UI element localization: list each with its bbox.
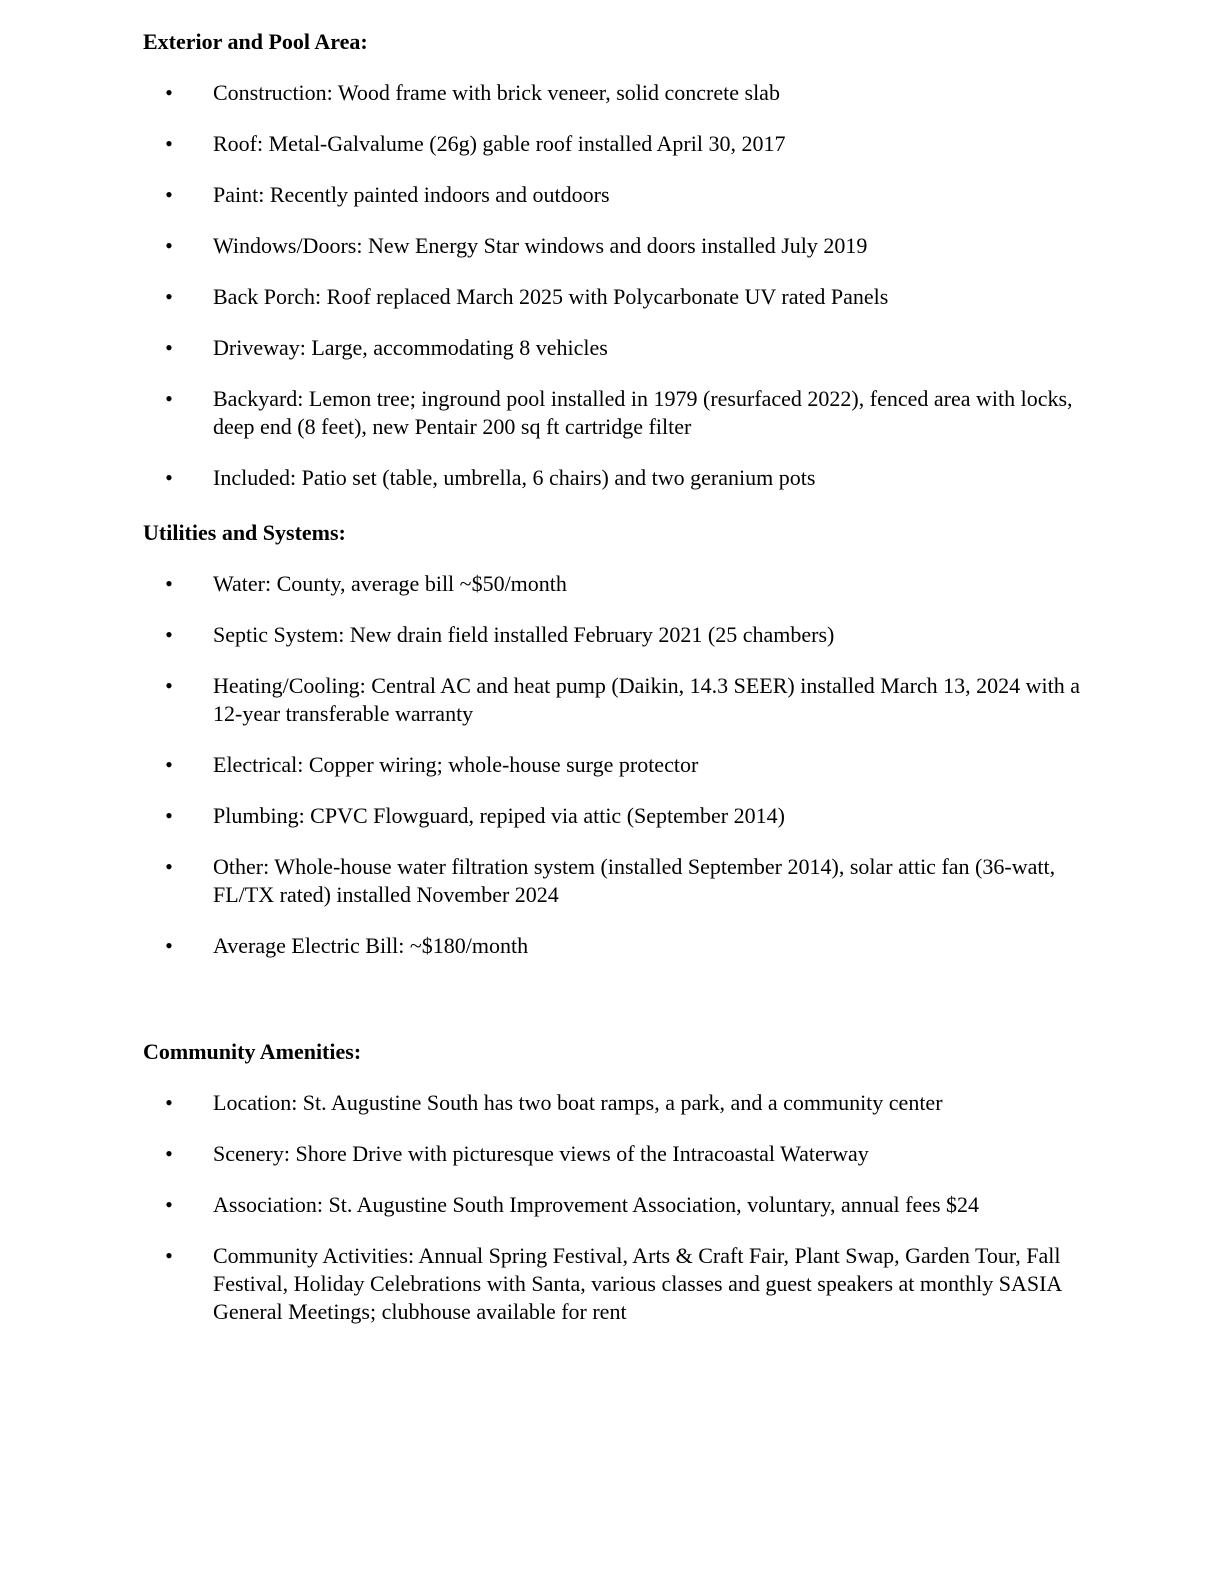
bullet-icon: • [165,182,173,207]
list-item: • Location: St. Augustine South has two boat ramps, a park, and a community center [143,1089,1083,1117]
list-item: • Heating/Cooling: Central AC and heat pump (Daikin, 14.3 SEER) installed March 13, 2024 with a 12-year transferable warranty [143,672,1083,728]
bullet-icon: • [165,752,173,777]
list-item: • Backyard: Lemon tree; inground pool installed in 1979 (resurfaced 2022), fenced area with locks, deep end (8 feet), new Pentair 200 sq ft cartridge filter [143,385,1083,441]
list-item: • Other: Whole-house water filtration system (installed September 2014), solar attic fan (36-watt, FL/TX rated) installed November 2024 [143,853,1083,909]
community-list [143,1089,1083,1349]
utilities-list [143,570,1083,983]
bullet-icon: • [165,131,173,156]
list-item: • Plumbing: CPVC Flowguard, repiped via attic (September 2014) [143,802,1083,830]
list-item: • Included: Patio set (table, umbrella, 6 chairs) and two geranium pots [143,464,1083,492]
list-item: • Electrical: Copper wiring; whole-house surge protector [143,751,1083,779]
bullet-icon: • [165,1192,173,1217]
bullet-icon: • [165,1090,173,1115]
bullet-icon: • [165,803,173,828]
bullet-icon: • [165,673,173,698]
bullet-icon: • [165,933,173,958]
bullet-icon: • [165,854,173,879]
list-item: • Back Porch: Roof replaced March 2025 with Polycarbonate UV rated Panels [143,283,1083,311]
list-item: • Driveway: Large, accommodating 8 vehicles [143,334,1083,362]
list-item: • Average Electric Bill: ~$180/month [143,932,1083,960]
list-item: • Windows/Doors: New Energy Star windows and doors installed July 2019 [143,232,1083,260]
list-item: • Water: County, average bill ~$50/month [143,570,1083,598]
section-heading-community: Community Amenities: [143,1039,362,1064]
section-heading-utilities: Utilities and Systems: [143,520,346,545]
bullet-icon: • [165,284,173,309]
section-heading-exterior: Exterior and Pool Area: [143,29,368,54]
bullet-icon: • [165,571,173,596]
bullet-icon: • [165,386,173,411]
list-item: • Roof: Metal-Galvalume (26g) gable roof installed April 30, 2017 [143,130,1083,158]
list-item: • Septic System: New drain field installed February 2021 (25 chambers) [143,621,1083,649]
exterior-list [143,79,1083,515]
list-item: • Paint: Recently painted indoors and outdoors [143,181,1083,209]
bullet-icon: • [165,80,173,105]
bullet-icon: • [165,1141,173,1166]
list-item: • Scenery: Shore Drive with picturesque views of the Intracoastal Waterway [143,1140,1083,1168]
bullet-icon: • [165,233,173,258]
bullet-icon: • [165,1243,173,1268]
bullet-icon: • [165,465,173,490]
list-item: • Association: St. Augustine South Improvement Association, voluntary, annual fees $24 [143,1191,1083,1219]
bullet-icon: • [165,622,173,647]
bullet-icon: • [165,335,173,360]
list-item: • Construction: Wood frame with brick veneer, solid concrete slab [143,79,1083,107]
list-item: • Community Activities: Annual Spring Festival, Arts & Craft Fair, Plant Swap, Garden Tour, Fall Festival, Holiday Celebrations with Santa, various classes and guest speakers at monthly SASIA General Meetings; clubhouse available for rent [143,1242,1083,1326]
